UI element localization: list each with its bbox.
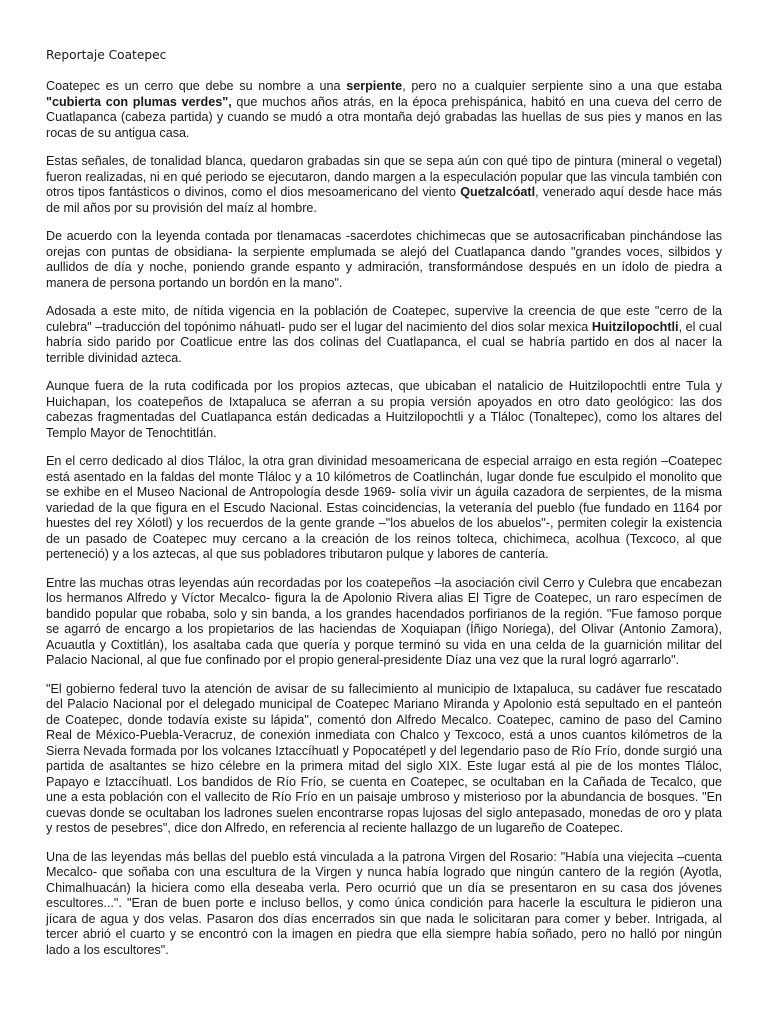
paragraph-6 (46, 454, 722, 563)
text-run: Una de las leyendas más bellas del pueblo está vinculada a la patrona Virgen del Rosario: "Había una viejecita –cuenta Mecalco- que soñaba con una escultura de la Virgen y nunca había logrado que ningún cantero de la región (Ayotla, Chimalhuacán) la hiciera como ella deseaba verla. Pero ocurrió que un día se presentaron en su casa dos jóvenes escultores...". "Eran de buen porte e incluso bellos, y como única condición para hacerle la escultura le pidieron una jícara de agua y dos velas. Pasaron dos días encerrados sin que nada le solicitaran para comer y beber. Intrigada, al tercer abrió el cuarto y se encontró con la imagen en piedra que ella siempre había soñado, pero no halló por ningún lado a los escultores". (46, 849, 722, 957)
paragraph-2 (46, 154, 722, 216)
paragraph-8 (46, 682, 722, 837)
text-run: Entre las muchas otras leyendas aún recordadas por los coatepeños –la asociación civil Cerro y Culebra que encabezan los hermanos Alfredo y Víctor Mecalco- figura la de Apolonio Rivera alias El Tigre de Coatepec, un raro especímen de bandido popular que robaba, solo y sin banda, a los grandes hacendados porfirianos de la región. "Fue famoso porque se agarró de encargo a los propietarios de las haciendas de Xoquiapan (Íñigo Noriega), del Olivar (Antonio Zamora), Acuautla y Coxtitlán), los asaltaba cada que quería y porque terminó su vida en una celda de la guarnición militar del Palacio Nacional, al que fue confinado por el propio general-presidente Díaz una vez que la rural logró agarrarlo". (46, 575, 722, 667)
document-title: Reportaje Coatepec (46, 48, 167, 62)
text-run: , el cual habría sido parido por Coatlicue entre las dos colinas del Cuatlapanca, el cual se habría partido en dos al nacer la terrible divinidad azteca. (46, 319, 722, 365)
paragraph-4 (46, 304, 722, 366)
paragraph-3 (46, 229, 722, 291)
paragraph-5 (46, 379, 722, 441)
text-run: Aunque fuera de la ruta codificada por los propios aztecas, que ubicaban el natalicio de Huitzilopochtli entre Tula y Huichapan, los coatepeños de Ixtapaluca se aferran a su propia versión apoyados en otro dato geológico: las dos cabezas fragmentadas del Cuatlapanca están dedicadas a Huitzilopochtli y a Tláloc (Tonaltepec), como los altares del Templo Mayor de Tenochtitlán. (46, 379, 722, 440)
text-run: Estas señales, de tonalidad blanca, quedaron grabadas sin que se sepa aún con qué tipo de pintura (mineral o vegetal) fueron realizadas, ni en qué periodo se ejecutaron, dando margen a la especulación popular que las vincula también con otros tipos fantásticos o divinos, como el dios mesoamericano del viento (46, 154, 722, 199)
text-run: , pero no a cualquier serpiente sino a una que estaba (402, 79, 722, 93)
text-run: Coatepec es un cerro que debe su nombre a una (46, 79, 347, 93)
paragraph-7 (46, 576, 722, 669)
text-run: que muchos años atrás, en la época prehispánica, habitó en una cueva del cerro de Cuatlapanca (cabeza partida) y cuando se mudó a otra montaña dejó grabadas las huellas de sus pies y manos en las rocas de su antigua casa. (46, 94, 722, 140)
text-run: "El gobierno federal tuvo la atención de avisar de su fallecimiento al municipio de Ixtapaluca, su cadáver fue rescatado del Palacio Nacional por el delegado municipal de Coatepec Mariano Miranda y Apolonio está sepultado en el panteón de Coatepec, donde todavía existe su lápida", comentó don Alfredo Mecalco. Coatepec, camino de paso del Camino Real de México-Puebla-Veracruz, de conexión inmediata con Chalco y Texcoco, está a unos cuantos kilómetros de la Sierra Nevada formada por los volcanes Iztaccíhuatl y Popocatépetl y del legendario paso de Río Frío, donde surgió una partida de asaltantes se hizo célebre en la primera mitad del siglo XIX. Este lugar está al pie de los montes Tláloc, Papayo e Iztaccíhuatl. Los bandidos de Río Frío, se cuenta en Coatepec, se ocultaban en la Cañada de Tecalco, que une a esta población con el vallecito de Río Frío en un paisaje umbroso y misterioso por la abundancia de bosques. "En cuevas donde se ocultaban los ladrones suelen encontrarse ropas lujosas del siglo antepasado, monedas de oro y plata y restos de pesebres", dice don Alfredo, en referencia al reciente hallazgo de un lugareño de Coatepec. (46, 681, 722, 835)
document-body (46, 79, 722, 958)
text-run: , venerado aquí desde hace más de mil años por su provisión del maíz al hombre. (46, 185, 723, 215)
paragraph-9 (46, 850, 722, 959)
text-run: De acuerdo con la leyenda contada por tlenamacas -sacerdotes chichimecas que se autosacrificaban pinchándose las orejas con puntas de obsidiana- la serpiente emplumada se alejó del Cuatlapanca dando "grandes voces, silbidos y aullidos de día y noche, poniendo grande espanto y admiración, transformándose después en un ídolo de piedra a manera de persona portando un bordón en la mano". (46, 229, 722, 290)
bold-term: Quetzalcóatl (460, 185, 536, 199)
bold-term: serpiente (346, 79, 403, 93)
paragraph-1 (46, 79, 722, 141)
text-run: Adosada a este mito, de nítida vigencia en la población de Coatepec, supervive la creencia de que este "cerro de la culebra" –traducción del topónimo náhuatl- pudo ser el lugar del nacimiento del dios solar mexica (46, 304, 722, 334)
document-page (46, 48, 722, 971)
text-run: En el cerro dedicado al dios Tláloc, la otra gran divinidad mesoamericana de especial arraigo en esta región –Coatepec está asentado en la faldas del monte Tláloc y a 10 kilómetros de Coatlinchán, lugar donde fue esculpido el monolito que se exhibe en el Museo Nacional de Antropología desde 1969- solía vivir un águila cazadora de serpientes, de la misma variedad de la que figura en el Escudo Nacional. Estas coincidencias, la veteranía del pueblo (fue fundado en 1164 por huestes del rey Xólotl) y los recuerdos de la gente grande –"los abuelos de los abuelos"-, permiten colegir la existencia de un pasado de Coatepec muy cercano a la creación de los reinos tolteca, chichimeca, acolhua (Texcoco, al que perteneció) y a los aztecas, al que sus pobladores tributaron pulque y labores de cantería. (46, 454, 722, 561)
bold-term: Huitzilopochtli (591, 319, 679, 334)
bold-term: "cubierta con plumas verdes", (46, 94, 232, 109)
